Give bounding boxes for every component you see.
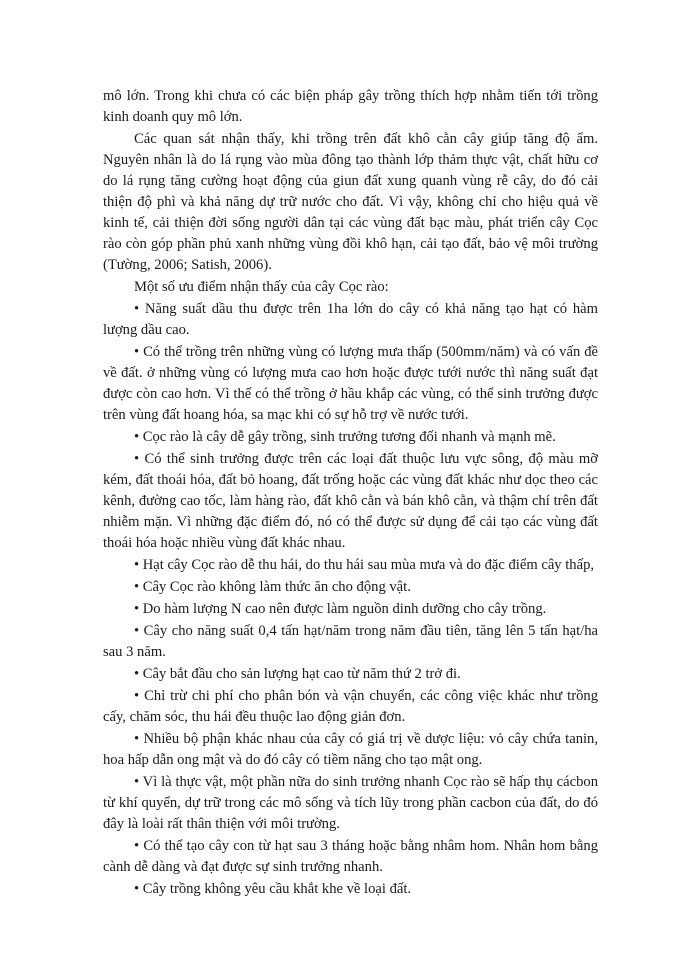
bullet-item: • Cây Cọc rào không làm thức ăn cho động vật.: [134, 579, 411, 595]
bullet-item: • Có thể trồng trên những vùng có lượng mưa thấp (500mm/năm) và có vấn đề về đất. ở những vùng có lượng mưa cao hơn hoặc được tưới nước thì năng suất đạt được còn cao hơn. Vì thế có thể trồng ở hầu khắp các vùng, có thể sinh trưởng được trên vùng đất hoang hóa, sa mạc khi có sự hỗ trợ về nước tưới.: [103, 344, 598, 423]
paragraph-observation: Các quan sát nhận thấy, khi trồng trên đất khô cằn cây giúp tăng độ ẩm. Nguyên nhân là do lá rụng vào mùa đông tạo thành lớp thảm thực vật, chất hữu cơ do lá rụng tăng cường hoạt động của giun đất xung quanh vùng rễ cây, do đó cải thiện độ phì và khả năng dự trữ nước cho đất. Vì vậy, không chỉ cho hiệu quả về kinh tế, cải thiện đời sống người dân tại các vùng đất bạc màu, phát triển cây Cọc rào còn góp phần phủ xanh những vùng đồi khô hạn, cải tạo đất, bảo vệ môi trường (Tường, 2006; Satish, 2006).: [103, 131, 598, 273]
bullet-item: • Nhiều bộ phận khác nhau của cây có giá trị về dược liệu: vỏ cây chứa tanin, hoa hấp dẫn ong mật và do đó cây có tiềm năng cho tạo mật ong.: [103, 731, 598, 768]
bullet-item: • Cây cho năng suất 0,4 tấn hạt/năm trong năm đầu tiên, tăng lên 5 tấn hạt/ha sau 3 năm.: [103, 623, 598, 660]
bullet-item: • Cây trồng không yêu cầu khắt khe về loại đất.: [134, 881, 412, 897]
bullet-item: • Cây bắt đầu cho sản lượng hạt cao từ năm thứ 2 trở đi.: [134, 666, 461, 682]
bullet-item: • Có thể tạo cây con từ hạt sau 3 tháng hoặc bằng nhâm hom. Nhân hom bằng cành dễ dàng và đạt được sự sinh trưởng nhanh.: [103, 838, 598, 875]
bullet-item: • Có thể sinh trưởng được trên các loại đất thuộc lưu vực sông, độ màu mỡ kém, đất thoái hóa, đất bỏ hoang, đất trống hoặc các vùng đất khác như dọc theo các kênh, đường cao tốc, làm hàng rào, đất khô cằn và bán khô cằn, và thậm chí trên đất nhiễm mặn. Vì những đặc điểm đó, nó có thể được sử dụng để cải tạo các vùng đất thoái hóa hoặc nhiều vùng đất khác nhau.: [103, 451, 598, 551]
bullet-item: • Cọc rào là cây dễ gây trồng, sinh trưởng tương đối nhanh và mạnh mẽ.: [134, 429, 556, 445]
bullet-item: • Chỉ trừ chi phí cho phân bón và vận chuyển, các công việc khác như trồng cấy, chăm sóc, thu hái đều thuộc lao động giản đơn.: [103, 688, 598, 725]
bullet-item: • Năng suất dầu thu được trên 1ha lớn do cây có khả năng tạo hạt có hàm lượng dầu cao.: [103, 301, 598, 338]
bullet-item: • Hạt cây Cọc rào dễ thu hái, do thu hái sau mùa mưa và do đặc điểm cây thấp,: [134, 557, 595, 573]
bullet-item: • Do hàm lượng N cao nên được làm nguồn dinh dưỡng cho cây trồng.: [134, 601, 547, 617]
paragraph-advantages-intro: Một số ưu điểm nhận thấy của cây Cọc rào:: [134, 279, 389, 295]
paragraph-continuation: mô lớn. Trong khi chưa có các biện pháp gây trồng thích hợp nhằm tiến tới trồng kinh doanh quy mô lớn.: [103, 88, 598, 125]
body-text: [103, 86, 598, 901]
bullet-item: • Vì là thực vật, một phần nữa do sinh trưởng nhanh Cọc rào sẽ hấp thụ cácbon từ khí quyển, dự trữ trong các mô sống và tích lũy trong phần cacbon của đất, do đó đây là loài rất thân thiện với môi trường.: [103, 774, 598, 832]
